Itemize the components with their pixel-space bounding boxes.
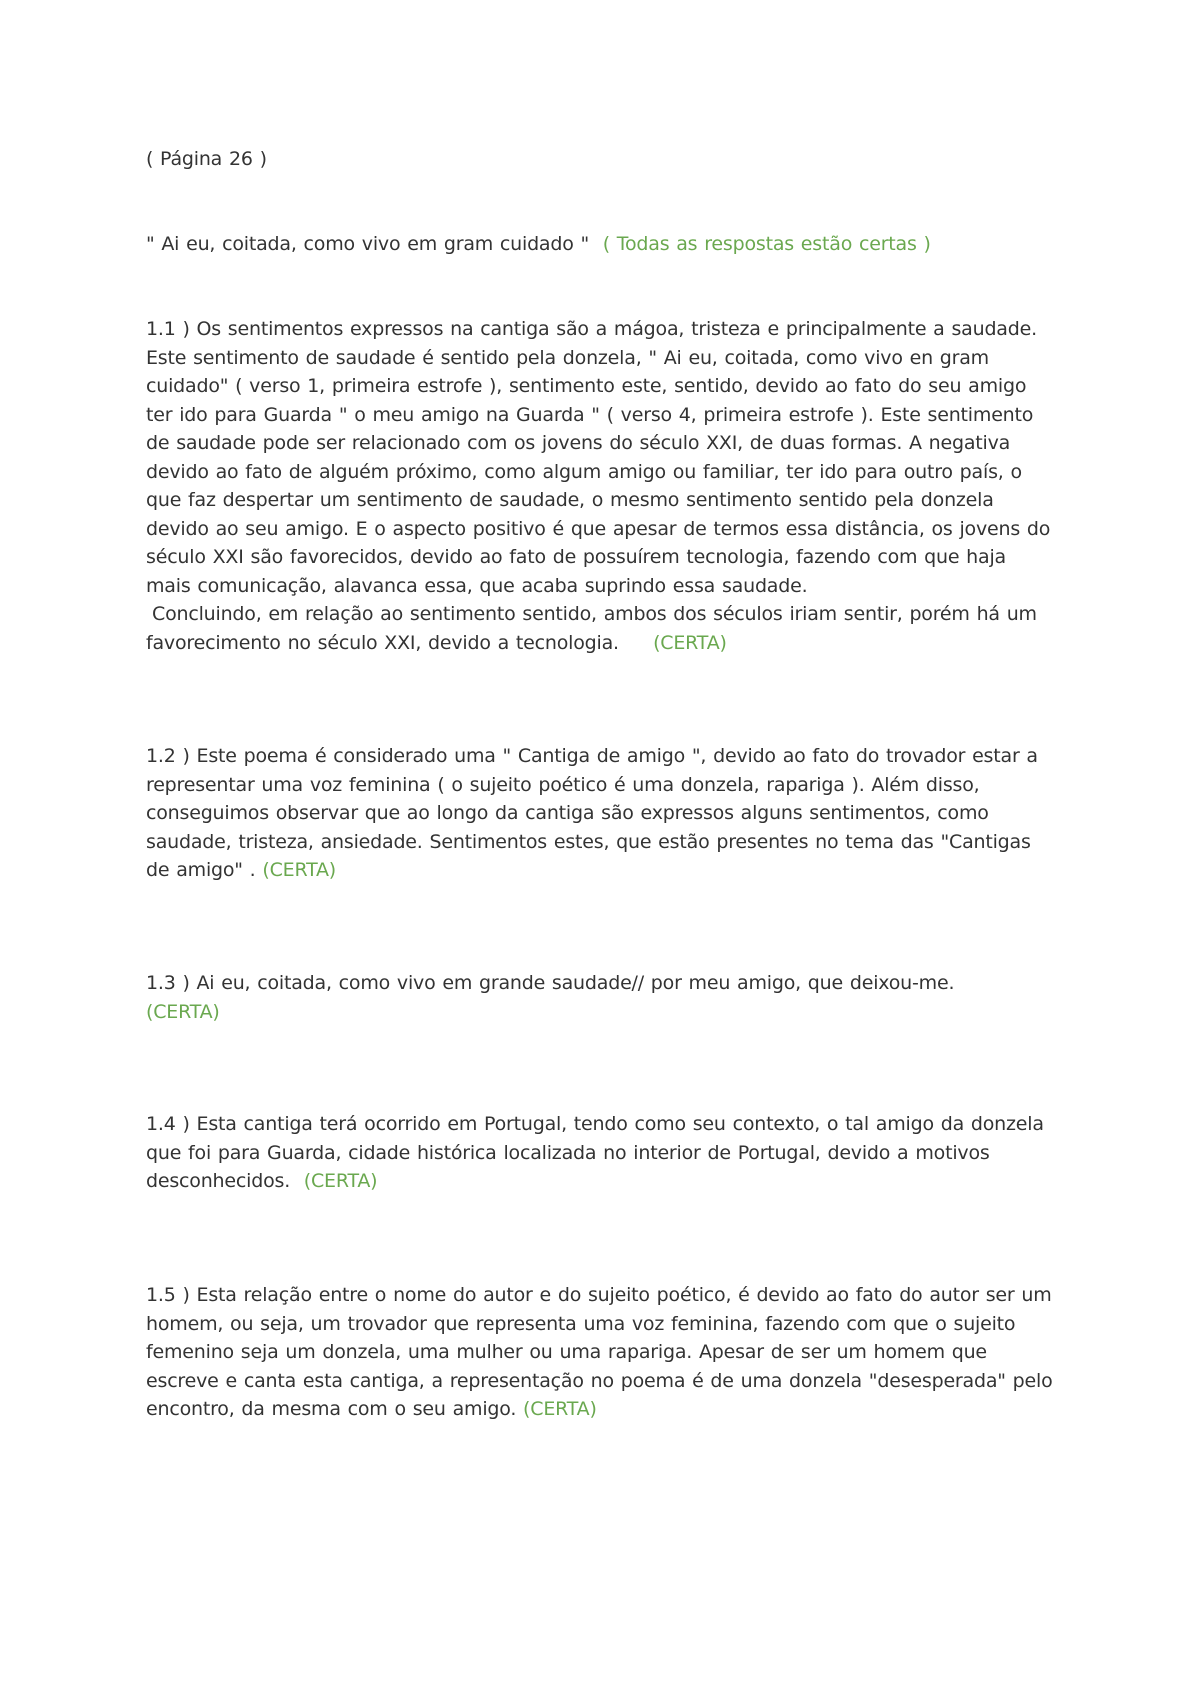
answer-1-1-conclusion: Concluindo, em relação ao sentimento sentido, ambos dos séculos iriam sentir, porém há um favorecimento no século XXI, devido a tecnologia. xyxy=(146,603,1037,654)
answer-1-2-mark: (CERTA) xyxy=(262,859,337,881)
answer-1-3-mark: (CERTA) xyxy=(146,1000,220,1023)
answer-1-3 xyxy=(146,969,1056,1026)
page-label xyxy=(146,145,1056,174)
answer-1-5-mark: (CERTA) xyxy=(523,1398,597,1420)
answer-1-1-text: 1.1 ) Os sentimentos expressos na cantiga são a mágoa, tristeza e principalmente a saudade. Este sentimento de saudade é sentido pela donzela, " Ai eu, coitada, como vivo en gram cuidado" ( verso 1, primeira estrofe ), sentimento este, sentido, devido ao fato do seu amigo ter ido para Guarda " o meu amigo na Guarda " ( verso 4, primeira estrofe ). Este sentimento de saudade pode ser relacionado com os jovens do século XXI, de duas formas. A negativa devido ao fato de alguém próximo, como algum amigo ou familiar, ter ido para outro país, o que faz despertar um sentimento de saudade, o mesmo sentimento sentido pela donzela devido ao seu amigo. E o aspecto positivo é que apesar de termos essa distância, os jovens do século XXI são favorecidos, devido ao fato de possuírem tecnologia, fazendo com que haja mais comunicação, alavanca essa, que acaba suprindo essa saudade. xyxy=(146,318,1051,597)
answer-1-4-text: 1.4 ) Esta cantiga terá ocorrido em Portugal, tendo como seu contexto, o tal amigo da donzela que foi para Guarda, cidade histórica localizada no interior de Portugal, devido a motivos desconhecidos. xyxy=(146,1113,1044,1192)
poem-heading xyxy=(146,230,1056,259)
answer-1-4 xyxy=(146,1110,1056,1196)
page-label-text: ( Página 26 ) xyxy=(146,148,267,170)
answer-1-2 xyxy=(146,742,1056,885)
answer-1-1 xyxy=(146,315,1056,657)
poem-heading-note: ( Todas as respostas estão certas ) xyxy=(602,233,931,255)
poem-heading-quote: " Ai eu, coitada, como vivo em gram cuidado " xyxy=(146,233,590,255)
answer-1-5-text: 1.5 ) Esta relação entre o nome do autor e do sujeito poético, é devido ao fato do autor ser um homem, ou seja, um trovador que representa uma voz feminina, fazendo com que o sujeito femenino seja um donzela, uma mulher ou uma rapariga. Apesar de ser um homem que escreve e canta esta cantiga, a representação no poema é de uma donzela "desesperada" pelo encontro, da mesma com o seu amigo. xyxy=(146,1284,1053,1420)
answer-1-3-text: 1.3 ) Ai eu, coitada, como vivo em grande saudade// por meu amigo, que deixou-me. xyxy=(146,972,955,994)
answer-1-4-mark: (CERTA) xyxy=(303,1170,378,1192)
answer-1-5 xyxy=(146,1281,1056,1424)
answer-1-2-text: 1.2 ) Este poema é considerado uma " Cantiga de amigo ", devido ao fato do trovador estar a representar uma voz feminina ( o sujeito poético é uma donzela, rapariga ). Além disso, conseguimos observar que ao longo da cantiga são expressos alguns sentimentos, como saudade, tristeza, ansiedade. Sentimentos estes, que estão presentes no tema das "Cantigas de amigo" . xyxy=(146,745,1038,881)
answer-1-1-mark: (CERTA) xyxy=(653,631,727,654)
